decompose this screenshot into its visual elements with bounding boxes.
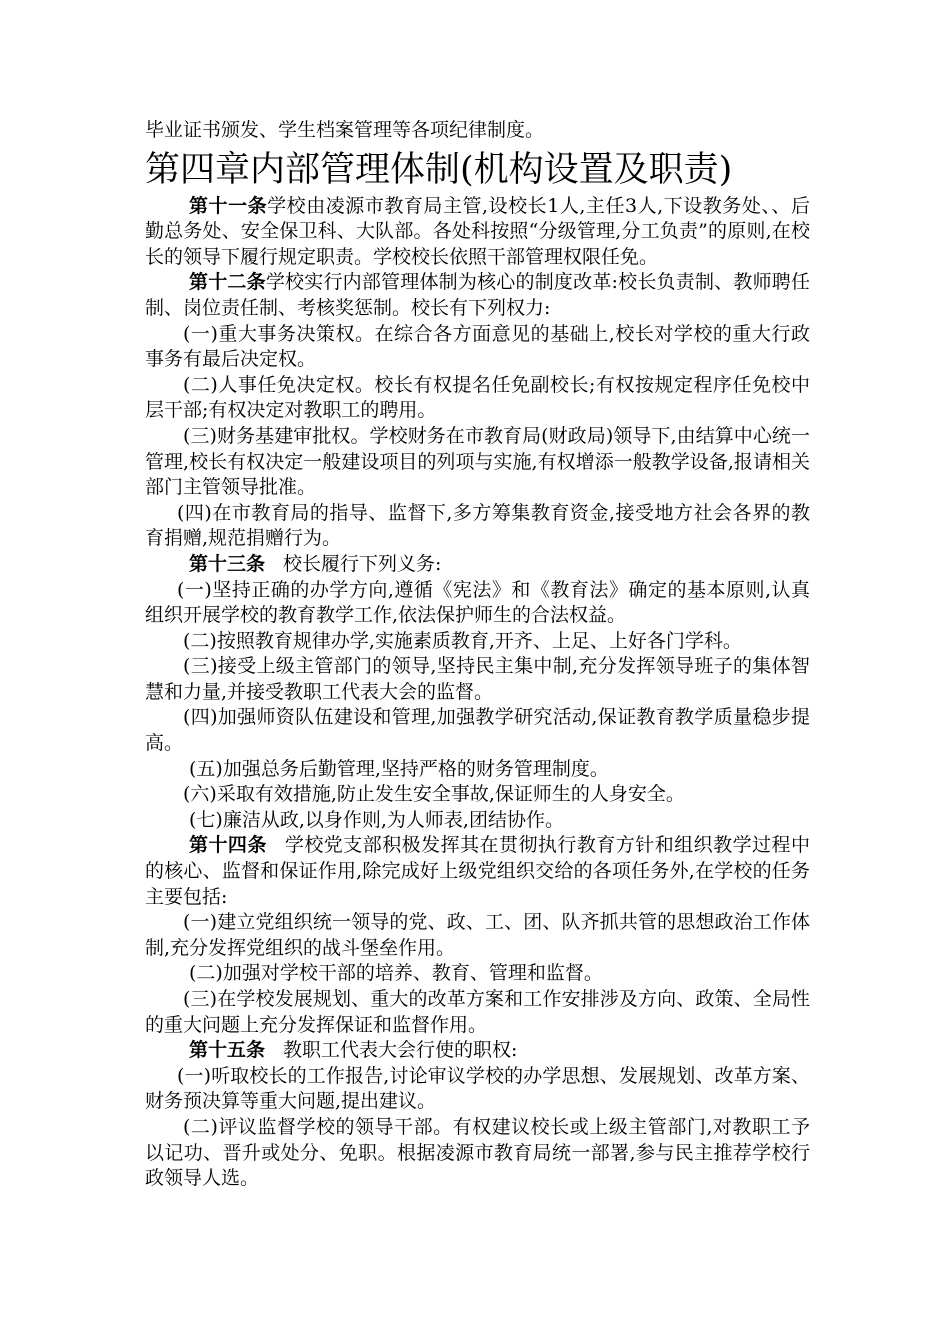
list-item: (五)加强总务后勤管理,坚持严格的财务管理制度。	[189, 757, 609, 780]
list-item: (一)重大事务决策权。在综合各方面意见的基础上,校长对学校的重大行政事务有最后决定权。	[145, 322, 810, 371]
list-item: (二)人事任免决定权。校长有权提名任免副校长;有权按规定程序任免校中层干部;有权决定对教职工的聘用。	[145, 373, 810, 422]
lead-line: 毕业证书颁发、学生档案管理等各项纪律制度。	[145, 119, 545, 141]
article-label: 第十二条	[189, 271, 266, 294]
document-page	[145, 118, 810, 1192]
article-15	[145, 1038, 810, 1064]
list-item: (二)加强对学校干部的培养、教育、管理和监督。	[189, 962, 603, 985]
list-item: (三)在学校发展规划、重大的改革方案和工作安排涉及方向、政策、全局性的重大问题上充分发挥保证和监督作用。	[145, 988, 810, 1036]
article-label: 第十四条	[189, 834, 267, 857]
article-label: 第十五条	[189, 1039, 266, 1062]
list-item: (四)加强师资队伍建设和管理,加强教学研究活动,保证教育教学质量稳步提高。	[145, 706, 810, 755]
list-item: (一)建立党组织统一领导的党、政、工、团、队齐抓共管的思想政治工作体制,充分发挥党组织的战斗堡垒作用。	[145, 911, 810, 959]
list-item: (二)按照教育规律办学,实施素质教育,开齐、上足、上好各门学科。	[183, 629, 742, 652]
article-text: 教职工代表大会行使的职权:	[283, 1039, 518, 1062]
article-text: 学校由凌源市教育局主管,设校长1人,主任3人,下设教务处、、后勤总务处、安全保卫科、大队部。各处科按照“分级管理,分工负责”的原则,在校长的领导下履行规定职责。学校校长依照干部管理权限任免。	[145, 194, 810, 268]
article-14	[145, 833, 810, 910]
list-item: (一)听取校长的工作报告,讨论审议学校的办学思想、发展规划、改革方案、财务预决算等重大问题,提出建议。	[145, 1064, 810, 1113]
article-11	[145, 194, 810, 271]
list-item: (三)接受上级主管部门的领导,坚持民主集中制,充分发挥领导班子的集体智慧和力量,并接受教职工代表大会的监督。	[145, 655, 810, 703]
article-text: 校长履行下列义务:	[283, 552, 442, 575]
list-item: (一)坚持正确的办学方向,遵循《宪法》和《教育法》确定的基本原则,认真组织开展学校的教育教学工作,依法保护师生的合法权益。	[145, 578, 810, 627]
article-12	[145, 270, 810, 321]
article-13	[145, 552, 810, 578]
list-item: (二)评议监督学校的领导干部。有权建议校长或上级主管部门,对教职工予以记功、晋升或处分、免职。根据凌源市教育局统一部署,参与民主推荐学校行政领导人选。	[145, 1115, 810, 1190]
list-item: (四)在市教育局的指导、监督下,多方筹集教育资金,接受地方社会各界的教育捐赠,规范捐赠行为。	[145, 501, 810, 550]
list-item: (六)采取有效措施,防止发生安全事故,保证师生的人身安全。	[183, 783, 685, 806]
article-label: 第十三条	[189, 552, 266, 575]
article-text: 学校实行内部管理体制为核心的制度改革:校长负责制、教师聘任制、岗位责任制、考核奖惩制。校长有下列权力:	[145, 271, 810, 319]
list-item: (三)财务基建审批权。学校财务在市教育局(财政局)领导下,由结算中心统一管理,校长有权决定一般建设项目的列项与实施,有权增添一般教学设备,报请相关部门主管领导批准。	[145, 424, 810, 499]
list-item: (七)廉洁从政,以身作则,为人师表,团结协作。	[189, 808, 564, 831]
article-text: 学校党支部积极发挥其在贯彻执行教育方针和组织教学过程中的核心、监督和保证作用,除完成好上级党组织交给的各项任务外,在学校的任务主要包括:	[145, 834, 810, 908]
chapter-title: 第四章内部管理体制(机构设置及职责)	[145, 149, 733, 190]
article-label: 第十一条	[189, 194, 268, 217]
